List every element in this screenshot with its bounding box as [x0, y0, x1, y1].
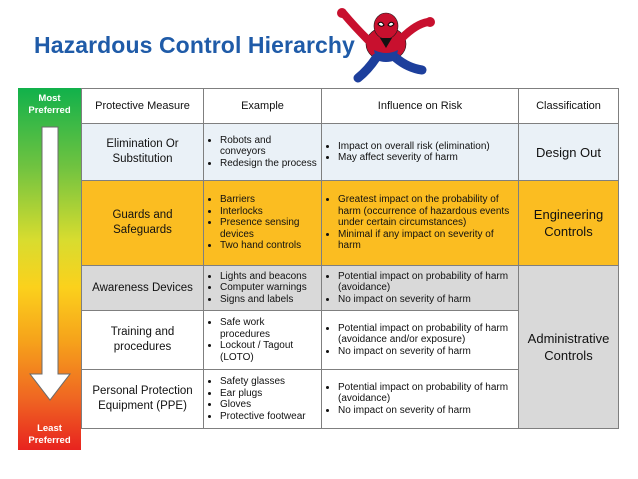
- list-item: • Redesign the process: [220, 158, 317, 170]
- least-preferred-label: Least Preferred: [28, 423, 71, 446]
- table-row: [82, 181, 619, 266]
- measure-cell: Personal Protection Equipment (PPE): [82, 370, 204, 429]
- list-item: • Safety glasses: [220, 376, 317, 388]
- list-item: • Barriers: [220, 194, 317, 206]
- list-item: • May affect severity of harm: [338, 152, 514, 164]
- influence-cell: [322, 311, 519, 370]
- down-arrow-icon: [28, 126, 72, 402]
- list-item: • Ear plugs: [220, 388, 317, 400]
- list-item: • No impact on severity of harm: [338, 346, 514, 358]
- header-classification: Classification: [519, 89, 619, 124]
- list-item: • Protective footwear: [220, 411, 317, 423]
- list-item: • Gloves: [220, 399, 317, 411]
- measure-cell: Guards and Safeguards: [82, 181, 204, 266]
- header-row: [82, 89, 619, 124]
- list-item: • Robots and conveyors: [220, 135, 317, 158]
- classification-cell-administrative-controls: Administrative Controls: [519, 266, 619, 429]
- example-cell: [204, 266, 322, 311]
- list-item: • Presence sensing devices: [220, 217, 317, 240]
- list-item: • Safe work procedures: [220, 317, 317, 340]
- list-item: • Lights and beacons: [220, 271, 317, 283]
- header-influence-on-risk: Influence on Risk: [322, 89, 519, 124]
- preference-gradient-bar: [18, 88, 81, 450]
- classification-cell-design-out: Design Out: [519, 124, 619, 181]
- list-item: • Lockout / Tagout (LOTO): [220, 340, 317, 363]
- example-cell: [204, 124, 322, 181]
- list-item: • Two hand controls: [220, 240, 317, 252]
- list-item: • Potential impact on probability of harm (avoidance): [338, 271, 514, 294]
- header-example: Example: [204, 89, 322, 124]
- header-protective-measure: Protective Measure: [82, 89, 204, 124]
- list-item: • Minimal if any impact on severity of harm: [338, 229, 514, 252]
- influence-cell: [322, 124, 519, 181]
- table-row: [82, 124, 619, 181]
- classification-cell-engineering-controls: Engineering Controls: [519, 181, 619, 266]
- list-item: • Interlocks: [220, 206, 317, 218]
- list-item: • Potential impact on probability of harm (avoidance): [338, 382, 514, 405]
- measure-cell: Elimination Or Substitution: [82, 124, 204, 181]
- list-item: • Impact on overall risk (elimination): [338, 141, 514, 153]
- most-preferred-label: Most Preferred: [28, 93, 71, 116]
- example-cell: [204, 370, 322, 429]
- list-item: • Greatest impact on the probability of harm (occurrence of hazardous events under certain circumstances): [338, 194, 514, 229]
- list-item: • Signs and labels: [220, 294, 317, 306]
- list-item: • No impact on severity of harm: [338, 294, 514, 306]
- page-title: Hazardous Control Hierarchy: [34, 32, 355, 58]
- influence-cell: [322, 181, 519, 266]
- list-item: • No impact on severity of harm: [338, 405, 514, 417]
- control-hierarchy-table: [81, 88, 619, 429]
- measure-cell: Awareness Devices: [82, 266, 204, 311]
- measure-cell: Training and procedures: [82, 311, 204, 370]
- spider-man-icon: [324, 4, 442, 84]
- table-row: [82, 266, 619, 311]
- influence-cell: [322, 370, 519, 429]
- example-cell: [204, 181, 322, 266]
- example-cell: [204, 311, 322, 370]
- list-item: • Potential impact on probability of harm (avoidance and/or exposure): [338, 323, 514, 346]
- list-item: • Computer warnings: [220, 282, 317, 294]
- influence-cell: [322, 266, 519, 311]
